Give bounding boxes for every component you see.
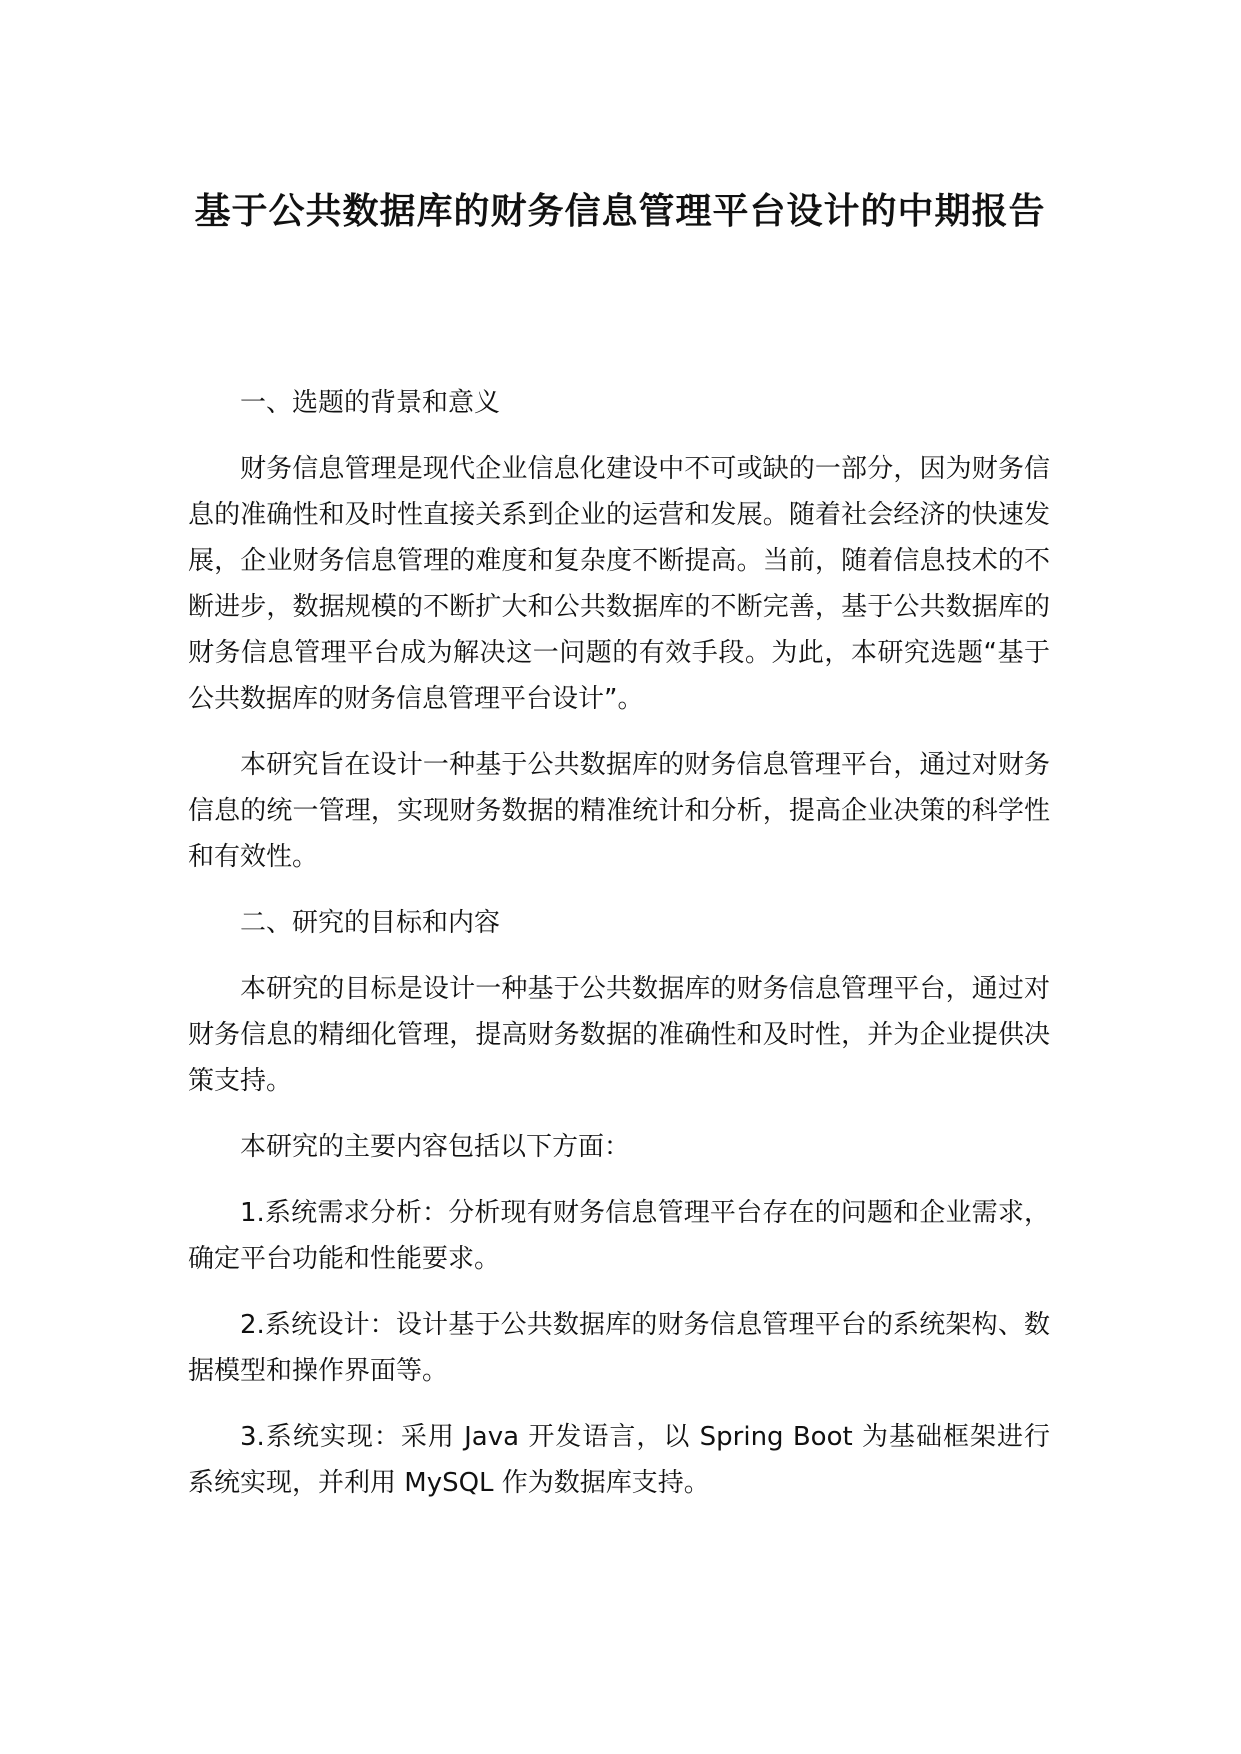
paragraph-purpose: 本研究旨在设计一种基于公共数据库的财务信息管理平台，通过对财务信息的统一管理，实现财务数据的精准统计和分析，提高企业决策的科学性和有效性。 (188, 750, 1050, 872)
section-heading-goals: 二、研究的目标和内容 (240, 908, 501, 938)
section-heading-background: 一、选题的背景和意义 (240, 388, 501, 418)
list-item-requirements: 1.系统需求分析：分析现有财务信息管理平台存在的问题和企业需求，确定平台功能和性能要求。 (188, 1198, 1050, 1274)
paragraph-goals: 本研究的目标是设计一种基于公共数据库的财务信息管理平台，通过对财务信息的精细化管理，提高财务数据的准确性和及时性，并为企业提供决策支持。 (188, 974, 1050, 1096)
paragraph-background: 财务信息管理是现代企业信息化建设中不可或缺的一部分，因为财务信息的准确性和及时性直接关系到企业的运营和发展。随着社会经济的快速发展，企业财务信息管理的难度和复杂度不断提高。当前，随着信息技术的不断进步，数据规模的不断扩大和公共数据库的不断完善，基于公共数据库的财务信息管理平台成为解决这一问题的有效手段。为此，本研究选题“基于公共数据库的财务信息管理平台设计”。 (188, 454, 1050, 714)
document-title: 基于公共数据库的财务信息管理平台设计的中期报告 (194, 191, 1046, 232)
paragraph-content-intro: 本研究的主要内容包括以下方面： (240, 1132, 631, 1162)
document-body (188, 380, 1050, 1526)
list-item-design: 2.系统设计：设计基于公共数据库的财务信息管理平台的系统架构、数据模型和操作界面等。 (188, 1310, 1050, 1386)
list-item-implementation: 3.系统实现：采用 Java 开发语言，以 Spring Boot 为基础框架进行系统实现，并利用 MySQL 作为数据库支持。 (188, 1422, 1050, 1498)
